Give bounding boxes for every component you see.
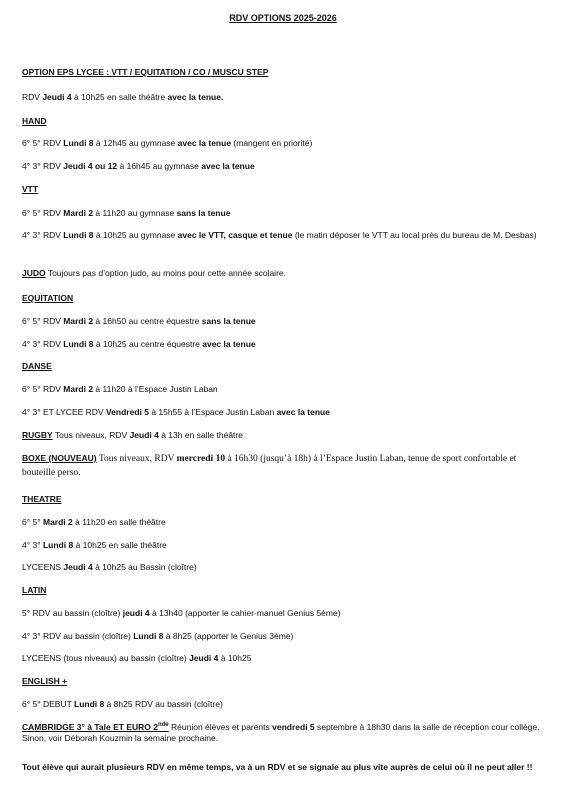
footer-note: Tout élève qui aurait plusieurs RDV en même temps, va à un RDV et se signale au plus vite auprès de celui où il ne peut aller !! xyxy=(22,762,533,772)
english-heading: ENGLISH + xyxy=(22,676,68,686)
vtt-line-1: 6° 5° RDV Mardi 2 à 11h20 au gymnase sans la tenue xyxy=(22,208,231,218)
hand-heading: HAND xyxy=(22,116,47,126)
theatre-heading: THEATRE xyxy=(22,494,62,504)
eps-heading: OPTION EPS LYCEE : VTT / EQUITATION / CO / MUSCU STEP xyxy=(22,67,269,77)
cambridge-line: CAMBRIDGE 3° à Tale ET EURO 2nde Réunion élèves et parents vendredi 5 septembre à 18h30 dans la salle de réception cour collège. Sinon, voir Déborah Kouzmin la semaine prochaine. xyxy=(22,721,540,743)
judo-line: JUDO Toujours pas d’option judo, au moins pour cette année scolaire. xyxy=(22,268,286,278)
latin-heading: LATIN xyxy=(22,585,47,595)
rugby-heading: RUGBY xyxy=(22,430,53,440)
danse-line-2: 4° 3° ET LYCEE RDV Vendredi 5 à 15h55 à l’Espace Justin Laban avec la tenue xyxy=(22,407,330,417)
theatre-line-3: LYCEENS Jeudi 4 à 10h25 au Bassin (cloître) xyxy=(22,562,197,572)
eps-line-1: RDV Jeudi 4 à 10h25 en salle théâtre avec la tenue. xyxy=(22,92,224,102)
document-title: RDV OPTIONS 2025-2026 xyxy=(229,13,337,23)
vtt-line-2: 4° 3° RDV Lundi 8 à 10h25 au gymnase avec le VTT, casque et tenue (le matin déposer le VTT au local près du bureau de M. Desbas) xyxy=(22,230,537,240)
equitation-line-1: 6° 5° RDV Mardi 2 à 16h50 au centre équestre sans la tenue xyxy=(22,316,256,326)
latin-line-1: 5° RDV au bassin (cloître) jeudi 4 à 13h40 (apporter le cahier-manuel Genius 5ème) xyxy=(22,608,341,618)
rugby-line: RUGBY Tous niveaux, RDV Jeudi 4 à 13h en salle théâtre xyxy=(22,430,243,440)
hand-line-1: 6° 5° RDV Lundi 8 à 12h45 au gymnase avec la tenue (mangent en priorité) xyxy=(22,138,313,148)
latin-line-3: LYCEENS (tous niveaux) au bassin (cloître) Jeudi 4 à 10h25 xyxy=(22,653,252,663)
boxe-line: BOXE (NOUVEAU) Tous niveaux, RDV mercredi 10 à 16h30 (jusqu’à 18h) à l’Espace Justin Laban, tenue de sport confortable et bouteille perso. xyxy=(22,453,517,478)
cambridge-heading: CAMBRIDGE 3° à Tale ET EURO 2nde xyxy=(22,721,169,732)
boxe-heading: BOXE (NOUVEAU) xyxy=(22,453,97,463)
danse-line-1: 6° 5° RDV Mardi 2 à 11h20 à l’Espace Justin Laban xyxy=(22,384,218,394)
theatre-line-1: 6° 5° Mardi 2 à 11h20 en salle théâtre xyxy=(22,517,166,527)
danse-heading: DANSE xyxy=(22,361,52,371)
vtt-heading: VTT xyxy=(22,184,39,194)
equitation-line-2: 4° 3° RDV Lundi 8 à 10h25 au centre équestre avec la tenue xyxy=(22,339,256,349)
hand-line-2: 4° 3° RDV Jeudi 4 ou 12 à 16h45 au gymnase avec la tenue xyxy=(22,161,255,171)
judo-heading: JUDO xyxy=(22,268,46,278)
latin-line-2: 4° 3° RDV au bassin (cloître) Lundi 8 à 8h25 (apporter le Genius 3ème) xyxy=(22,631,294,641)
equitation-heading: EQUITATION xyxy=(22,293,74,303)
english-line-1: 6° 5° DEBUT Lundi 8 à 8h25 RDV au bassin (cloître) xyxy=(22,699,223,709)
theatre-line-2: 4° 3° Lundi 8 à 10h25 en salle théâtre xyxy=(22,540,167,550)
